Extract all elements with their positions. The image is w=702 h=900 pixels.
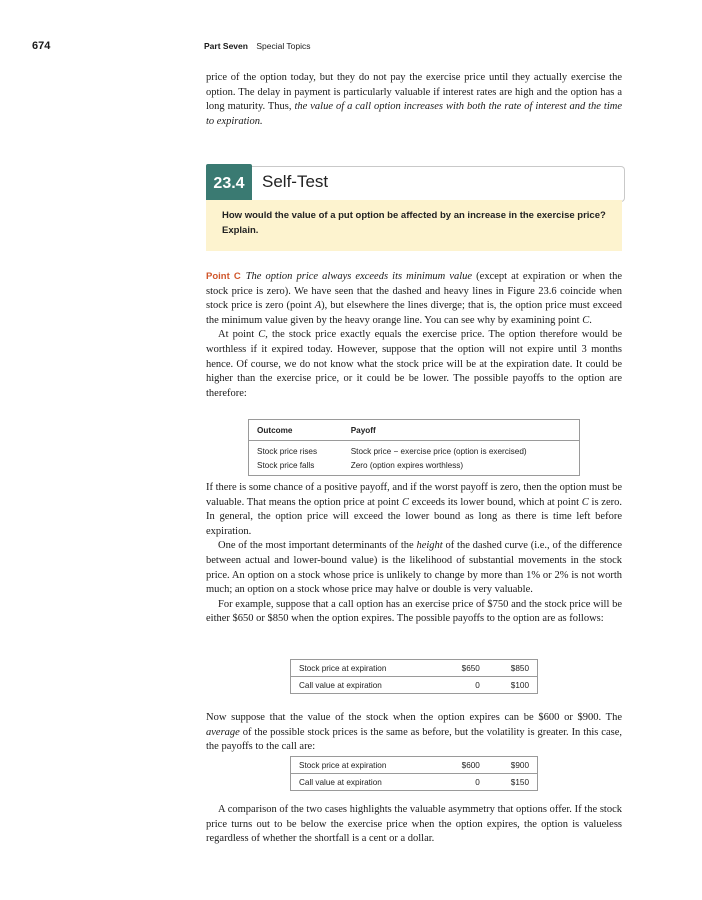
self-test-question-box [206,200,622,251]
table-row [249,458,580,476]
table-cell: Stock price at expiration [299,663,387,673]
table-cell: Stock price falls [257,460,315,470]
table-cell: $850 [510,663,529,673]
table-cell: $650 [461,663,480,673]
self-test-box [206,164,622,252]
positive-payoff-paragraph: If there is some chance of a positive payoff, and if the worst payoff is zero, then the option must be valuable. That means the option price at point C exceeds its lower bound, which at point C is zero. In general, the option price will exceed the lower bound as long as there is time left before expiration. [206,482,622,537]
point-c-explanation: At point C, the stock price exactly equals the exercise price. The option therefore would be worthless if it expired today. However, suppose that the option will not expire until 3 months hence. Of course, we do not know what the stock price will be at the expiration date. It could be higher than the exercise price, or it could be be lower. The possible payoffs to the option are therefore: [206,329,622,399]
column-header-outcome: Outcome [249,420,343,441]
comparison-section [206,803,622,847]
column-header-payoff: Payoff [343,420,580,441]
self-test-title: Self-Test [262,172,329,191]
table-cell: $900 [510,760,529,770]
page-number: 674 [32,40,51,52]
table-cell: Zero (option expires worthless) [350,460,464,470]
table-cell: Call value at expiration [291,774,439,791]
comparison-paragraph: A comparison of the two cases highlights the valuable asymmetry that options offer. If the stock price turns out to be below the exercise price when the option expires, the option is valueless regardless of whether the shortfall is a cent or a dollar. [206,804,622,845]
table-cell: 0 [439,677,488,694]
payoff-table-case-1 [290,659,538,694]
table-cell: $100 [488,677,538,694]
table-cell: $150 [488,774,538,791]
section-label: Special Topics [256,41,311,51]
table-row [291,774,538,791]
table-cell: Stock price rises [257,446,318,456]
payoff-table [248,419,580,476]
example-paragraph: For example, suppose that a call option has an exercise price of $750 and the stock price will be either $650 or $850 when the option expires. The possible payoffs to the option are as follows: [206,598,622,625]
intro-paragraph: price of the option today, but they do not pay the exercise price until they actually exercise the option. The delay in payment is particularly valuable if interest rates are high and the option has a long maturity. Thus, the value of a call option increases with both the rate of interest and the time to expiration. [206,72,622,127]
table-cell: 0 [439,774,488,791]
point-c-label: Point C [206,271,241,282]
payoff-table-case-2 [290,756,538,791]
self-test-number-badge: 23.4 [206,164,252,204]
self-test-question: How would the value of a put option be affected by an increase in the exercise price? Explain. [222,210,606,236]
table-header-row [249,420,580,441]
part-label: Part Seven [204,41,248,51]
running-head [204,41,311,51]
table-row [291,677,538,694]
point-c-section [206,270,622,401]
intro-emphasis: the value of a call option increases with both the rate of interest and the time to expiration. [206,101,622,127]
table-cell: $600 [461,760,480,770]
table-row [291,660,538,677]
volatility-paragraph: Now suppose that the value of the stock when the option expires can be $600 or $900. The average of the possible stock prices is the same as before, but the volatility is greater. In this case, the payoffs to the call are: [206,712,622,753]
table-cell: Stock price − exercise price (option is exercised) [350,446,527,456]
volatility-section [206,711,622,755]
table-row [291,757,538,774]
height-paragraph: One of the most important determinants of the height of the dashed curve (i.e., of the difference between actual and lower-bound value) is the likelihood of substantial movements in the stock price. An option on a stock whose price is unlikely to change by more than 1% or 2% is not worth much; an option on a stock whose price may halve or double is very valuable. [206,540,622,596]
point-c-paragraph: Point C The option price always exceeds its minimum value (except at expiration or when the stock price is zero). We have seen that the dashed and heavy lines in Figure 23.6 coincide when stock price is zero (point A), but elsewhere the lines diverge; that is, the option price must exceed the minimum value given by the heavy orange line. You can see why by examining point C. [206,271,622,326]
table-row [249,441,580,459]
table-cell: Call value at expiration [291,677,439,694]
middle-section [206,481,622,627]
table-cell: Stock price at expiration [299,760,387,770]
